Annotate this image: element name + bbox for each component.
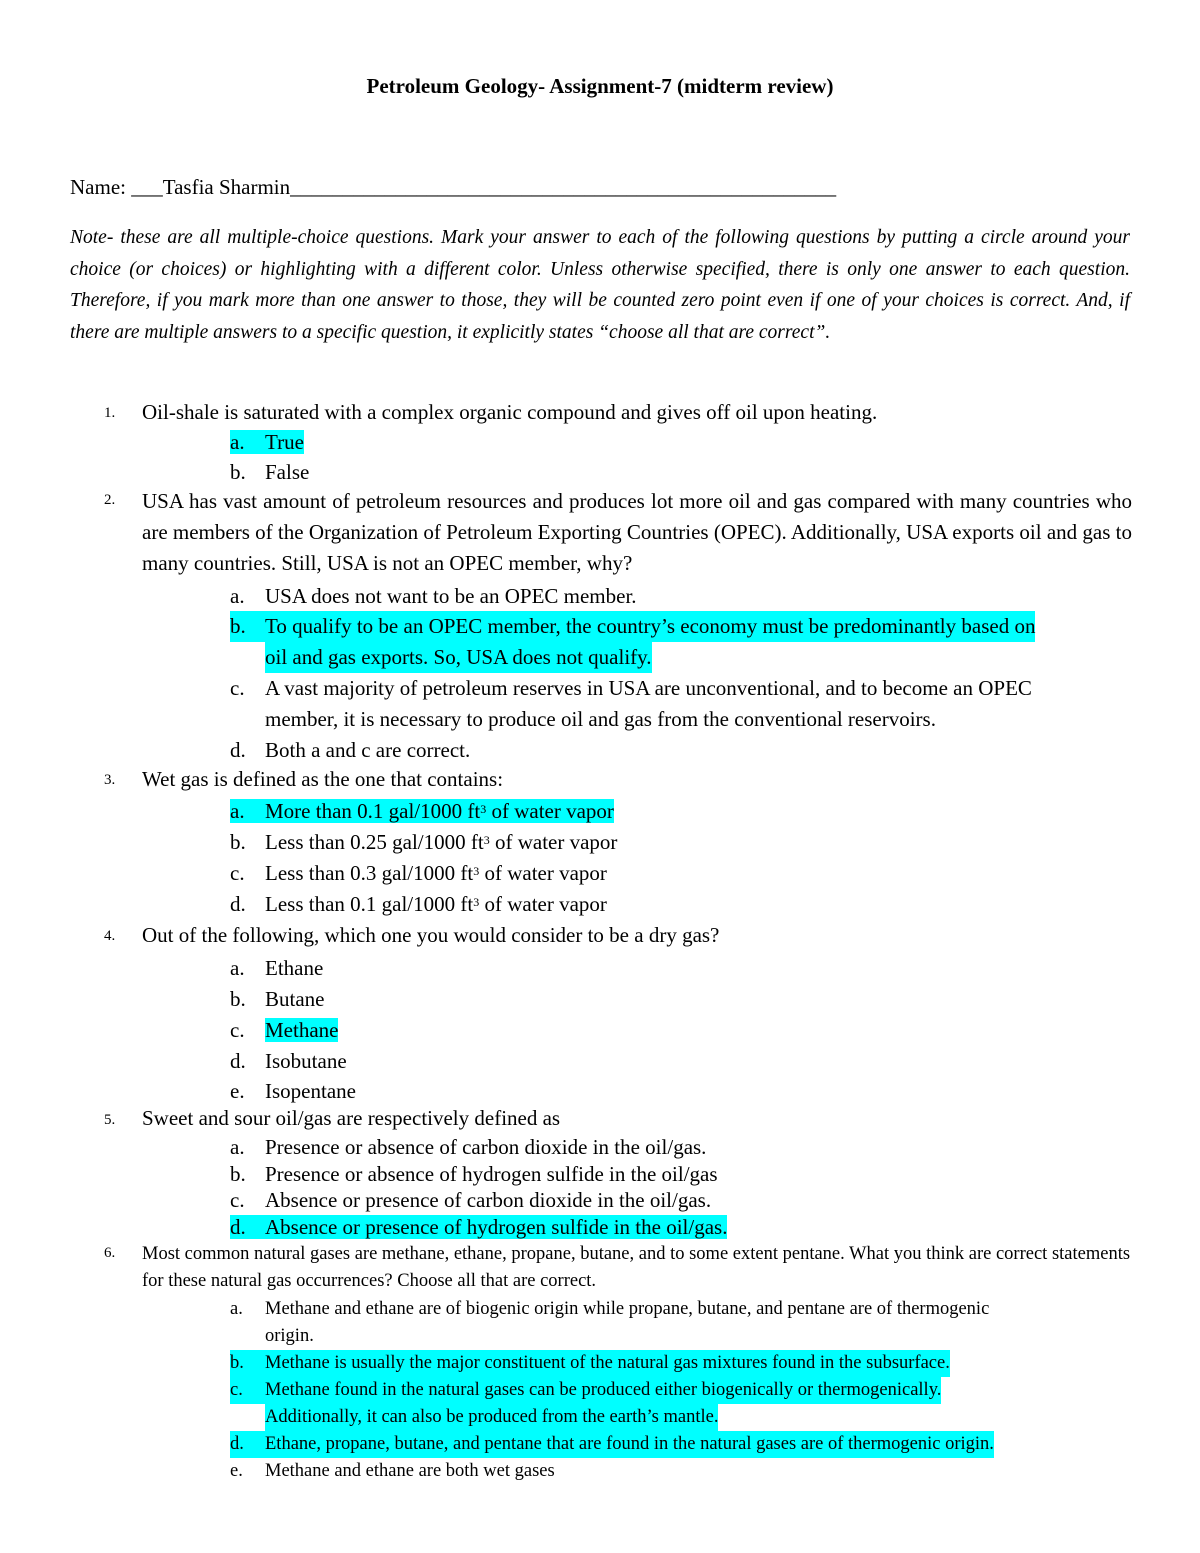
option-letter: a. — [230, 799, 245, 823]
option-text: Methane — [265, 1018, 339, 1042]
option-letter: c. — [230, 861, 245, 885]
q6-option-b[interactable] — [230, 1350, 1130, 1377]
option-letter: b. — [230, 611, 265, 642]
q6-option-c[interactable] — [230, 1377, 1130, 1431]
q1-option-b[interactable] — [230, 458, 309, 486]
name-field-line: Name: ___Tasfia Sharmin____________________________________________________ — [70, 175, 837, 199]
superscript: 3 — [473, 895, 480, 909]
option-text: More than 0.1 gal/1000 ft — [265, 799, 481, 823]
question-5-text: Sweet and sour oil/gas are respectively defined as — [142, 1106, 561, 1130]
option-text: Less than 0.25 gal/1000 ft — [265, 830, 484, 854]
option-text-line-2: member, it is necessary to produce oil and gas from the conventional reservoirs. — [265, 707, 936, 731]
q3-option-d[interactable] — [230, 890, 607, 918]
q2-option-b[interactable] — [230, 611, 1130, 673]
option-letter: d. — [230, 1049, 246, 1073]
question-1-number: 1. — [104, 405, 116, 421]
q6-option-a[interactable] — [230, 1296, 1130, 1350]
option-letter: d. — [230, 892, 246, 916]
option-text: Ethane, propane, butane, and pentane that are found in the natural gases are of thermogenic origin. — [265, 1431, 994, 1458]
option-text-line-1: Methane found in the natural gases can be produced either biogenically or thermogenically. — [265, 1377, 941, 1404]
q4-option-a[interactable] — [230, 954, 323, 982]
option-suffix: of water vapor — [479, 892, 607, 916]
q2-option-c[interactable] — [230, 673, 1130, 735]
q2-option-d[interactable] — [230, 736, 470, 764]
option-suffix: of water vapor — [486, 799, 614, 823]
question-3-text: Wet gas is defined as the one that contains: — [142, 767, 504, 791]
option-text: Butane — [265, 987, 325, 1011]
q3-option-b[interactable] — [230, 828, 617, 856]
option-letter: b. — [230, 1162, 246, 1186]
option-letter: c. — [230, 1188, 245, 1212]
option-letter: e. — [230, 1461, 243, 1481]
q3-option-a[interactable] — [230, 797, 614, 825]
q3-option-c[interactable] — [230, 859, 607, 887]
option-letter: a. — [230, 584, 245, 608]
option-letter: b. — [230, 1350, 265, 1377]
superscript: 3 — [483, 833, 490, 847]
q4-option-d[interactable] — [230, 1047, 347, 1075]
question-6-number: 6. — [104, 1245, 116, 1261]
option-suffix: of water vapor — [489, 830, 618, 854]
option-text-line-2: origin. — [265, 1326, 314, 1346]
q2-option-a[interactable] — [230, 582, 637, 610]
option-letter: c. — [230, 1377, 265, 1404]
option-text-line-1: To qualify to be an OPEC member, the country’s economy must be predominantly based on — [265, 611, 1035, 642]
option-text: Isopentane — [265, 1079, 356, 1103]
option-text: USA does not want to be an OPEC member. — [265, 584, 637, 608]
option-letter: b. — [230, 830, 246, 854]
question-3-number: 3. — [104, 772, 116, 788]
option-letter: d. — [230, 1215, 246, 1239]
option-letter: d. — [230, 1431, 265, 1458]
superscript: 3 — [473, 864, 480, 878]
q6-option-d[interactable] — [230, 1431, 1130, 1458]
option-letter: a. — [230, 1299, 243, 1319]
q5-option-d[interactable] — [230, 1213, 727, 1241]
question-4-text: Out of the following, which one you would consider to be a dry gas? — [142, 923, 720, 947]
q4-option-e[interactable] — [230, 1077, 356, 1105]
option-text-line-1: Methane and ethane are of biogenic origin while propane, butane, and pentane are of thermogenic — [265, 1299, 990, 1319]
option-letter: b. — [230, 460, 246, 484]
q5-option-a[interactable] — [230, 1133, 706, 1161]
option-letter: c. — [230, 676, 245, 700]
option-text: Less than 0.3 gal/1000 ft — [265, 861, 474, 885]
option-text-line-2: Additionally, it can also be produced from the earth’s mantle. — [265, 1404, 718, 1431]
option-text: Absence or presence of hydrogen sulfide in the oil/gas. — [265, 1215, 728, 1239]
option-text: Less than 0.1 gal/1000 ft — [265, 892, 474, 916]
option-text: Methane and ethane are both wet gases — [265, 1461, 555, 1481]
option-letter: e. — [230, 1079, 245, 1103]
q4-option-b[interactable] — [230, 985, 324, 1013]
option-text: Isobutane — [265, 1049, 347, 1073]
page-title: Petroleum Geology- Assignment-7 (midterm review) — [366, 74, 834, 98]
option-text: False — [265, 460, 310, 484]
option-text: True — [265, 430, 304, 454]
option-suffix: of water vapor — [479, 861, 607, 885]
question-4-number: 4. — [104, 928, 116, 944]
option-letter: a. — [230, 1135, 245, 1159]
q5-option-c[interactable] — [230, 1186, 711, 1214]
option-letter: a. — [230, 430, 245, 454]
option-letter: b. — [230, 987, 246, 1011]
question-2-text: USA has vast amount of petroleum resources and produces lot more oil and gas compared with many countries who are members of the Organization of Petroleum Exporting Countries (OPEC). Additionally, USA exports oil and gas to many countries. Still, USA is not an OPEC member, why? — [142, 489, 1132, 575]
q4-option-c[interactable] — [230, 1016, 338, 1044]
question-2-number: 2. — [104, 492, 116, 508]
option-text: Ethane — [265, 956, 324, 980]
option-text: Absence or presence of carbon dioxide in the oil/gas. — [265, 1188, 712, 1212]
question-5-number: 5. — [104, 1112, 116, 1128]
option-letter: c. — [230, 1018, 245, 1042]
superscript: 3 — [480, 802, 487, 816]
option-text: Both a and c are correct. — [265, 738, 471, 762]
option-text: Presence or absence of carbon dioxide in the oil/gas. — [265, 1135, 707, 1159]
option-text: Presence or absence of hydrogen sulfide in the oil/gas — [265, 1162, 718, 1186]
q5-option-b[interactable] — [230, 1160, 718, 1188]
question-1-text: Oil-shale is saturated with a complex organic compound and gives off oil upon heating. — [142, 400, 878, 424]
option-text: Methane is usually the major constituent of the natural gas mixtures found in the subsurface. — [265, 1350, 950, 1377]
option-letter: a. — [230, 956, 245, 980]
q6-option-e[interactable] — [230, 1458, 1130, 1485]
option-letter: d. — [230, 738, 246, 762]
instructions-note: Note- these are all multiple-choice questions. Mark your answer to each of the following questions by putting a circle around your choice (or choices) or highlighting with a different color. Unless otherwise specified, there is only one answer to each question. Therefore, if you mark more than one answer to those, they will be counted zero point even if one of your choices is correct. And, if there are multiple answers to a specific question, it explicitly states “choose all that are correct”. — [70, 227, 1130, 343]
question-6-text: Most common natural gases are methane, ethane, propane, butane, and to some extent pentane. What you think are correct statements for these natural gas occurrences? Choose all that are correct. — [142, 1244, 1131, 1291]
q1-option-a[interactable] — [230, 428, 304, 456]
option-text-line-2: oil and gas exports. So, USA does not qualify. — [265, 642, 652, 673]
option-text-line-1: A vast majority of petroleum reserves in USA are unconventional, and to become an OPEC — [265, 676, 1032, 700]
